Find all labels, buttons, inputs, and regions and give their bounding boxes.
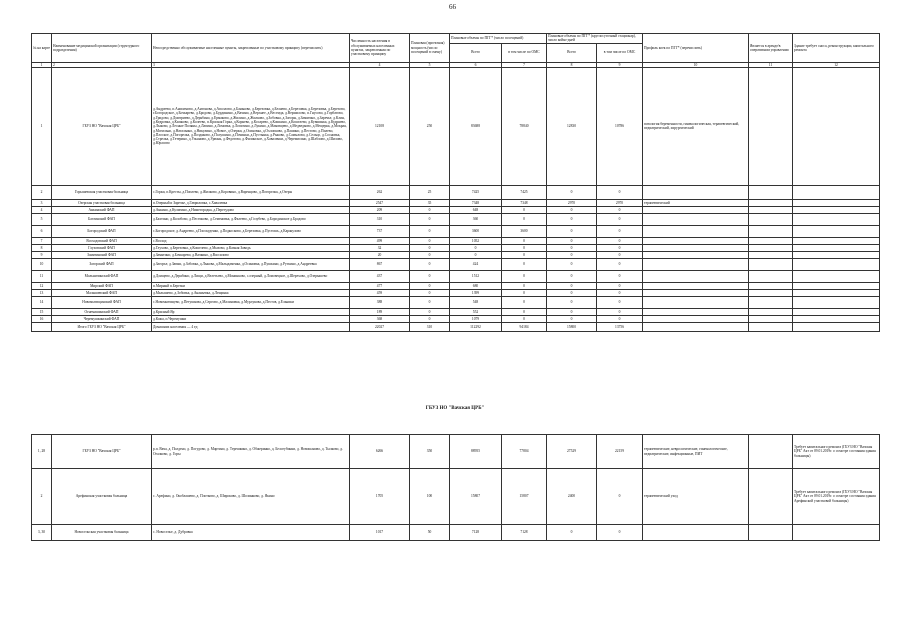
table-cell: 0 bbox=[597, 185, 643, 199]
table-cell bbox=[749, 435, 793, 469]
table-cell: 4 bbox=[32, 206, 52, 213]
table-row bbox=[32, 435, 880, 469]
table-cell: д.Загорье, д.Заваш, д.Зобовка, д.Лыкова, д.Малыдаменка, д.Осиновка, д.Пушкино, д.Руткино, д.Андреевка bbox=[152, 258, 350, 270]
table-cell: с.Горки, п.Кресты, д.Поплево, д.Жилково, д.Коровино, д.Варенцово, д.Погорелка, д.Озеры bbox=[152, 185, 350, 199]
table-cell: 0 bbox=[597, 270, 643, 282]
table-cell: 0 bbox=[410, 289, 450, 296]
table-cell bbox=[643, 237, 749, 244]
table-cell bbox=[793, 206, 880, 213]
header-cell: Наименование медицинской организации (структурного подразделения) bbox=[52, 34, 152, 63]
table-cell: 1705 bbox=[350, 469, 410, 525]
header-cell: Профиль коек по ПГГ* (перечислить) bbox=[643, 34, 749, 63]
table-cell: 15 bbox=[32, 308, 52, 315]
table-cell: с.Богородское, д.Андреево, д.Плоскуденко, д.Подкосково, д.Березовка, д.Пустошь, д.Каракулово bbox=[152, 225, 350, 237]
table-cell: 1512 bbox=[450, 270, 502, 282]
table-cell: 0 bbox=[547, 213, 597, 225]
header-cell: Плановые объемы по ПГГ* (круглосуточный стационар), число койко-дней bbox=[547, 34, 643, 44]
column-number: 3 bbox=[152, 62, 350, 67]
table-cell: д.Малышево, д.Зобовка, д.Ананьевка, д.Лещинка bbox=[152, 289, 350, 296]
table-cell bbox=[749, 322, 793, 331]
table-cell bbox=[793, 289, 880, 296]
table-cell bbox=[749, 67, 793, 185]
table-cell: 3, 30 bbox=[32, 525, 52, 541]
page-number: 66 bbox=[449, 3, 456, 11]
table-cell: 0 bbox=[450, 244, 502, 251]
table-cell bbox=[793, 322, 880, 331]
table-cell: 0 bbox=[502, 289, 547, 296]
table-cell: 209 bbox=[350, 206, 410, 213]
table-cell: 2 bbox=[32, 185, 52, 199]
table-cell bbox=[749, 258, 793, 270]
table-cell: Итого ГБУЗ НО "Вачская ЦРБ" bbox=[52, 322, 152, 331]
table-cell: 0 bbox=[547, 237, 597, 244]
table-row bbox=[32, 199, 880, 206]
table-cell: 0 bbox=[547, 270, 597, 282]
table-cell: 388 bbox=[350, 296, 410, 308]
table-cell: с. Новоселье, д. Дубровка bbox=[152, 525, 350, 541]
table-cell: 0 bbox=[410, 270, 450, 282]
table-row bbox=[32, 185, 880, 199]
table-cell bbox=[643, 270, 749, 282]
table-cell: Озерская участковая больница bbox=[52, 199, 152, 206]
table-cell: 552 bbox=[450, 308, 502, 315]
table-cell: 0 bbox=[597, 282, 643, 289]
table-cell: 350 bbox=[410, 435, 450, 469]
table-cell: Мольничинский ФАП bbox=[52, 270, 152, 282]
table-cell: 0 bbox=[547, 251, 597, 258]
table-cell: 7425 bbox=[450, 185, 502, 199]
table-cell: 0 bbox=[547, 258, 597, 270]
table-cell bbox=[749, 244, 793, 251]
table-cell: д.Кожа, п.Черемушки bbox=[152, 315, 350, 322]
table-cell: 0 bbox=[547, 315, 597, 322]
column-number: 12 bbox=[793, 62, 880, 67]
header-cell: Здание требует сноса, реконструкции, капитального ремонта bbox=[793, 34, 880, 63]
table-cell: 6266 bbox=[350, 435, 410, 469]
table-cell: 0 bbox=[502, 315, 547, 322]
table-row bbox=[32, 282, 880, 289]
table-cell: 7128 bbox=[502, 525, 547, 541]
table-cell: Анкинский ФАП bbox=[52, 206, 152, 213]
table-cell: 0 bbox=[502, 237, 547, 244]
table-cell: терапевтический уход bbox=[643, 469, 749, 525]
table-cell: 7128 bbox=[450, 525, 502, 541]
table-cell: 424 bbox=[450, 258, 502, 270]
table-cell: 0 bbox=[410, 308, 450, 315]
table-cell: 0 bbox=[597, 296, 643, 308]
table-row bbox=[32, 296, 880, 308]
table-cell bbox=[793, 244, 880, 251]
table-cell: 50 bbox=[410, 525, 450, 541]
table-cell: 0 bbox=[410, 237, 450, 244]
table-cell bbox=[793, 199, 880, 206]
table-cell: 477 bbox=[350, 282, 410, 289]
table-cell: 78840 bbox=[502, 67, 547, 185]
table-cell bbox=[749, 282, 793, 289]
table-cell bbox=[32, 322, 52, 331]
header-cell: Непосредственно обслуживаемые населенные пункты, закрепленные по участковому принципу (перечислить) bbox=[152, 34, 350, 63]
table-cell: 0 bbox=[410, 315, 450, 322]
table-cell: д.Длищево, д.Дерябино, д.Лищи, д.Велетьево, д.Монинково, с.озерный, д.Ломовецкое, д.Шерехово, д.Озерышево bbox=[152, 270, 350, 282]
table-cell: 0 bbox=[410, 296, 450, 308]
table-cell: 0 bbox=[547, 225, 597, 237]
table-cell: 0 bbox=[502, 206, 547, 213]
table-cell: Мирский ФАП bbox=[52, 282, 152, 289]
table-cell: 14 bbox=[32, 296, 52, 308]
table-cell bbox=[643, 282, 749, 289]
table-cell: 0 bbox=[597, 469, 643, 525]
table-cell bbox=[749, 289, 793, 296]
table-cell bbox=[793, 258, 880, 270]
column-number: 8 bbox=[547, 62, 597, 67]
table-cell: Домашних населения — 4 ед bbox=[152, 322, 350, 331]
table-cell bbox=[749, 251, 793, 258]
table-cell: терапевтические, неврологические, гинекологические, педиатрические, инфекционные, ПИТ bbox=[643, 435, 749, 469]
table-cell bbox=[643, 315, 749, 322]
table-cell bbox=[793, 225, 880, 237]
table-cell: 0 bbox=[410, 213, 450, 225]
table-cell: 15807 bbox=[502, 469, 547, 525]
column-number: 6 bbox=[450, 62, 502, 67]
table-cell: 1017 bbox=[350, 525, 410, 541]
table-row bbox=[32, 469, 880, 525]
table-cell: п.Мирный п.Березки bbox=[152, 282, 350, 289]
table-cell: 3 bbox=[32, 199, 52, 206]
table-cell: 0 bbox=[502, 244, 547, 251]
table-cell: 6 bbox=[32, 225, 52, 237]
table-cell: д.Красный Яр bbox=[152, 308, 350, 315]
table-row bbox=[32, 237, 880, 244]
table-cell: 94184 bbox=[502, 322, 547, 331]
table-row bbox=[32, 67, 880, 185]
table-cell: Черемушкинский ФАП bbox=[52, 315, 152, 322]
table-cell: Восходовский ФАП bbox=[52, 237, 152, 244]
table-cell: 3600 bbox=[502, 225, 547, 237]
table-cell: д.Глухово, д.Березовка, д.Кошелево, д.Мызово, д.Казная Заводь bbox=[152, 244, 350, 251]
table-cell: 0 bbox=[597, 206, 643, 213]
table-cell bbox=[643, 296, 749, 308]
table-cell: Глуховский ФАП bbox=[52, 244, 152, 251]
table-cell: Арефинская участковая больница bbox=[52, 469, 152, 525]
table-cell bbox=[749, 315, 793, 322]
table-cell: 11 bbox=[32, 270, 52, 282]
table-cell: 1 bbox=[32, 67, 52, 185]
table-cell: 0 bbox=[547, 206, 597, 213]
table-cell: Требует капитального ремонта (ГБУЗ НО "Вачская ЦРБ" Акт от 09.01.2019г. о осмотре состояния здания больницы) bbox=[793, 435, 880, 469]
table-cell: 15800 bbox=[547, 322, 597, 331]
table-cell bbox=[643, 258, 749, 270]
table-cell: 0 bbox=[547, 308, 597, 315]
table-cell: 360 bbox=[450, 213, 502, 225]
table-row bbox=[32, 244, 880, 251]
table-cell: 12 bbox=[32, 282, 52, 289]
table-cell bbox=[749, 225, 793, 237]
table-cell: 2970 bbox=[597, 199, 643, 206]
table-row bbox=[32, 206, 880, 213]
table-cell: 8 bbox=[32, 244, 52, 251]
section-title: ГБУЗ НО "Вачская ЦРБ" bbox=[425, 406, 485, 411]
table-cell: Малышевский ФАП bbox=[52, 289, 152, 296]
table-cell: р.п. Вача, д. Полдено, д. Погудово, д. Мартино, д. Терешкино, д. Обжеринко, д. Белогубинки, д. Новошаново, д. Тылково, д. Огалково, д. Горы bbox=[152, 435, 350, 469]
table-cell: терапевтический bbox=[643, 199, 749, 206]
table-cell bbox=[643, 525, 749, 541]
table-cell: 368 bbox=[350, 315, 410, 322]
table-cell: 310 bbox=[410, 322, 450, 331]
table-cell: 0 bbox=[597, 315, 643, 322]
table-cell: д.Андреево, п.Анисимово, д.Антонова, д.Аполлово, д.Баньково, д.Березовка, д.Беляево, д.Березовка, д.Березовка, д.Березово, г.Богородское, д.Бочкарево, д.Бродово, д.Бурдинино, д.Вачино, д.Верхнее, д.Весемда, д.Вершилово, п.Гнусово, д.Горбатово, д.Гридово, д.Дмитриево, д.Дерябино, д.Ермаково, д.Жилино, д.Жилково, д.Зобовка, д.Загоры, д.Замятино, д.Заречье, д.Клин, д.Кедровка, д.Казаково, д.Колеево, п.Красная Горка, д.Корнево, д.Косарево, д.Кошкино, д.Кошелево, д.Кувшинка, д.Кудряево, д.Лыково, д.Лесные Поляны, д.Лапино, д.Ломовка, д.Лопатино, д.Лукино, д.Маковщево, д.Медведково, д.Мещерка, д.Мокрая, д.Могильно, д.Натальино, д.Никулино, д.Новое, д.Озерки, д.Осиновка, д.Охлопково, д.Пашино, д.Пестово, д.Пилево, д.Плоское, д.Погорелка, д.Поздяково, д.Полушино, д.Починки, д.Пустынка, д.Рыково, д.Самылово, д.Сельцо, д.Сосновка, д.Стрелка, д.Тетерино, д.Ульяново, д.Урвань, д.Федотово, д.Филинское, д.Хаваленки, д.Черемисино, д.Шаблово, д.Шилово, д.Юрасово bbox=[152, 67, 350, 185]
table-cell: 2970 bbox=[547, 199, 597, 206]
table-cell: 7425 bbox=[502, 185, 547, 199]
table-header-row bbox=[32, 34, 880, 44]
table-cell: 20 bbox=[350, 251, 410, 258]
table-cell: 12830 bbox=[547, 67, 597, 185]
table-cell: Богородский ФАП bbox=[52, 225, 152, 237]
table-cell bbox=[793, 315, 880, 322]
table-cell bbox=[643, 244, 749, 251]
table-cell: 437 bbox=[350, 270, 410, 282]
table-cell bbox=[749, 308, 793, 315]
table-cell: 1, 28 bbox=[32, 435, 52, 469]
table-cell: 0 bbox=[597, 525, 643, 541]
column-number: 2 bbox=[52, 62, 152, 67]
column-number: 10 bbox=[643, 62, 749, 67]
column-number: 4 bbox=[350, 62, 410, 67]
column-number: 1 bbox=[32, 62, 52, 67]
table-cell: 0 bbox=[547, 185, 597, 199]
table-cell: 189 bbox=[350, 308, 410, 315]
table-cell: 262 bbox=[350, 185, 410, 199]
header-cell: № на карте bbox=[32, 34, 52, 63]
table-cell: 737 bbox=[350, 225, 410, 237]
table-cell: 0 bbox=[450, 251, 502, 258]
table-cell: Огнемашинский ФАП bbox=[52, 308, 152, 315]
table-cell bbox=[793, 185, 880, 199]
table-cell: с.Восход bbox=[152, 237, 350, 244]
table-row bbox=[32, 525, 880, 541]
table-cell bbox=[793, 67, 880, 185]
table-row bbox=[32, 315, 880, 322]
table-cell: 0 bbox=[597, 237, 643, 244]
table-cell bbox=[643, 185, 749, 199]
table-cell: 5 bbox=[32, 213, 52, 225]
table-cell: 0 bbox=[502, 213, 547, 225]
table-cell: 22027 bbox=[350, 322, 410, 331]
table-cell bbox=[749, 469, 793, 525]
table-cell: Замятинский ФАП bbox=[52, 251, 152, 258]
table-cell: 0 bbox=[502, 258, 547, 270]
column-number: 11 bbox=[749, 62, 793, 67]
table-cell: 0 bbox=[410, 244, 450, 251]
table-cell: Требует капитального ремонта (ГБУЗ НО "Вачская ЦРБ" Акт от 09.01.2019г. о осмотре состояния здания Арефинской участковой больницы) bbox=[793, 469, 880, 525]
table-cell: 310 bbox=[350, 213, 410, 225]
table-row bbox=[32, 251, 880, 258]
table-cell: 548 bbox=[450, 296, 502, 308]
table-row bbox=[32, 258, 880, 270]
table-cell bbox=[643, 225, 749, 237]
table-cell bbox=[643, 206, 749, 213]
table-cell: 32 bbox=[350, 244, 410, 251]
table-cell: 12108 bbox=[350, 67, 410, 185]
table-cell: д.Анкино, д.Кулигино, д.Нижегородка, д.Перегудово bbox=[152, 206, 350, 213]
table-cell: 0 bbox=[547, 244, 597, 251]
table-cell: 35 bbox=[410, 199, 450, 206]
table-cell bbox=[749, 185, 793, 199]
table-cell: 499 bbox=[350, 237, 410, 244]
table-cell: 0 bbox=[410, 282, 450, 289]
table-cell bbox=[643, 308, 749, 315]
table-body bbox=[32, 67, 880, 331]
table-cell bbox=[793, 525, 880, 541]
table-cell: 2400 bbox=[547, 469, 597, 525]
table-cell: 2547 bbox=[350, 199, 410, 206]
table-cell bbox=[643, 289, 749, 296]
table-cell: 10 bbox=[32, 258, 52, 270]
table-cell bbox=[749, 525, 793, 541]
table-cell: с.Новомытищево, д.Петушкова, д.Сергово, д.Малиновка, д.Мурлукова, д.Пестов, д.Ельники bbox=[152, 296, 350, 308]
table-cell: 25 bbox=[410, 185, 450, 199]
table-cell: 1052 bbox=[450, 237, 502, 244]
table-cell: 0 bbox=[597, 225, 643, 237]
table-cell: 648 bbox=[450, 206, 502, 213]
table-cell: Бахтинский ФАП bbox=[52, 213, 152, 225]
table-cell: 7348 bbox=[502, 199, 547, 206]
table-cell bbox=[793, 270, 880, 282]
table-cell: 7 bbox=[32, 237, 52, 244]
table-cell: Загорский ФАП bbox=[52, 258, 152, 270]
table-cell: 0 bbox=[547, 282, 597, 289]
column-number: 7 bbox=[502, 62, 547, 67]
table-cell: 3600 bbox=[450, 225, 502, 237]
table-cell: 83688 bbox=[450, 67, 502, 185]
table-cell bbox=[749, 296, 793, 308]
table-cell: 0 bbox=[597, 213, 643, 225]
table-cell bbox=[749, 213, 793, 225]
table-cell bbox=[749, 270, 793, 282]
table-cell: 0 bbox=[502, 296, 547, 308]
table-cell: с. Арефино, д. Окоблашево, д. Плотково, д. Широково, д. Шолинково, д. Якино bbox=[152, 469, 350, 525]
table-cell: 0 bbox=[547, 296, 597, 308]
table-cell: 680 bbox=[450, 282, 502, 289]
table-cell bbox=[643, 251, 749, 258]
table-cell: 88955 bbox=[450, 435, 502, 469]
table-cell: 867 bbox=[350, 258, 410, 270]
table-cell: 0 bbox=[502, 282, 547, 289]
header-cell: Является в аренде/в оперативном управлении bbox=[749, 34, 793, 63]
table-cell: 0 bbox=[502, 308, 547, 315]
table-cell: 0 bbox=[410, 251, 450, 258]
facilities-table-2 bbox=[31, 434, 880, 541]
table-cell: 1079 bbox=[450, 315, 502, 322]
subheader-cell: Всего bbox=[450, 43, 502, 62]
subheader-cell: в том числе по ОМС bbox=[597, 43, 643, 62]
table-cell: 0 bbox=[597, 251, 643, 258]
table-cell: 7348 bbox=[450, 199, 502, 206]
table-body bbox=[32, 435, 880, 541]
table-cell: 0 bbox=[597, 258, 643, 270]
table-cell bbox=[749, 206, 793, 213]
table-cell: 250 bbox=[410, 67, 450, 185]
table-cell: 0 bbox=[597, 308, 643, 315]
table-cell: Горышевская участковая больница bbox=[52, 185, 152, 199]
subheader-cell: Всего bbox=[547, 43, 597, 62]
table-cell: 0 bbox=[410, 206, 450, 213]
table-cell: 22159 bbox=[597, 435, 643, 469]
table-cell: 13756 bbox=[597, 322, 643, 331]
table-cell: п.Озерный и Заречье, д.Гавриловка, с.Хавалевка bbox=[152, 199, 350, 206]
table-cell: 0 bbox=[410, 258, 450, 270]
table-cell bbox=[793, 213, 880, 225]
table-cell: 13 bbox=[32, 289, 52, 296]
table-cell: патология беременности, гинекологическая, терапевтический, педиатрический, хирургический bbox=[643, 67, 749, 185]
table-cell bbox=[643, 213, 749, 225]
table-cell bbox=[643, 322, 749, 331]
table-cell: 100 bbox=[410, 469, 450, 525]
table-cell bbox=[793, 296, 880, 308]
table-cell bbox=[749, 237, 793, 244]
table-cell: 0 bbox=[547, 525, 597, 541]
table-cell: 1399 bbox=[450, 289, 502, 296]
table-cell: Новомытищинский ФАП bbox=[52, 296, 152, 308]
table-cell: 16 bbox=[32, 315, 52, 322]
table-cell: д.Бахтино, д.Колобово, д.Пестиково, д.Семеновка, д.Фалеево, д.Голубево, д.Бородинское д.Бродово bbox=[152, 213, 350, 225]
table-cell: 0 bbox=[597, 244, 643, 251]
table-cell: 459 bbox=[350, 289, 410, 296]
facilities-table bbox=[31, 33, 880, 332]
table-cell bbox=[793, 251, 880, 258]
table-cell: д.Замятино, д.Бочкарево, д.Вачкино, д.Вассилово bbox=[152, 251, 350, 258]
table-cell: ГБУЗ НО "Вачская ЦРБ" bbox=[52, 435, 152, 469]
table-cell bbox=[793, 237, 880, 244]
table-cell: 2 bbox=[32, 469, 52, 525]
table-cell: 9 bbox=[32, 251, 52, 258]
table-cell: 77804 bbox=[502, 435, 547, 469]
table-cell: 112292 bbox=[450, 322, 502, 331]
table-cell: 0 bbox=[410, 225, 450, 237]
table-cell: 0 bbox=[547, 289, 597, 296]
table-cell: 0 bbox=[597, 289, 643, 296]
table-cell bbox=[749, 199, 793, 206]
table-cell bbox=[793, 282, 880, 289]
column-number: 9 bbox=[597, 62, 643, 67]
header-cell: Плановая (проектная) мощность (число посещений в смену) bbox=[410, 34, 450, 63]
table-cell: 10786 bbox=[597, 67, 643, 185]
table-row bbox=[32, 225, 880, 237]
table-cell: Новосельская участковая больница bbox=[52, 525, 152, 541]
table-cell bbox=[793, 308, 880, 315]
table-cell: 27529 bbox=[547, 435, 597, 469]
table-cell: 0 bbox=[502, 251, 547, 258]
table-row bbox=[32, 270, 880, 282]
header-cell: Численность населения в обслуживаемых населенных пунктах, закрепленная по участковому принципу bbox=[350, 34, 410, 63]
table-row bbox=[32, 322, 880, 331]
table-cell: 15807 bbox=[450, 469, 502, 525]
column-number: 5 bbox=[410, 62, 450, 67]
table-cell: 0 bbox=[502, 270, 547, 282]
table-row bbox=[32, 289, 880, 296]
subheader-cell: в том числе по ОМС bbox=[502, 43, 547, 62]
table-row bbox=[32, 308, 880, 315]
header-cell: Плановые объемы по ПГГ* (число посещений) bbox=[450, 34, 547, 44]
table-cell: ГБУЗ НО "Вачская ЦРБ" bbox=[52, 67, 152, 185]
table-row bbox=[32, 213, 880, 225]
